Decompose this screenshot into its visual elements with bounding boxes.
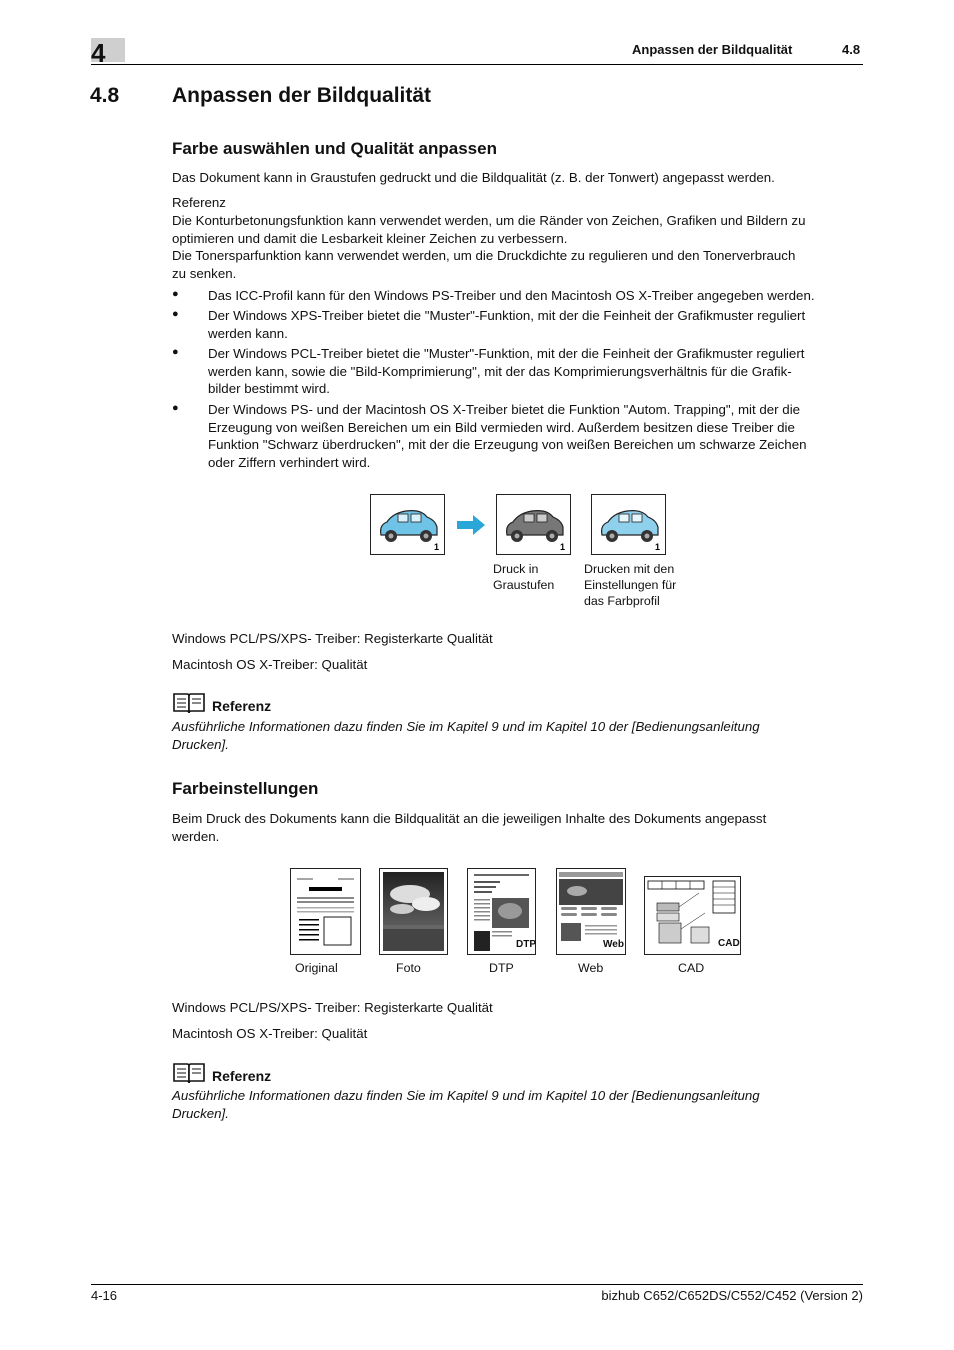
bullet-line: bilder bestimmt wird. [208,381,330,396]
intro-line: werden. [172,828,220,844]
reference-line: Ausführliche Informationen dazu finden Sie im Kapitel 9 und im Kapitel 10 der [Bedienungsanleitung [172,1088,760,1103]
chapter-number: 4 [91,38,106,68]
bullet-icon: ● [172,308,179,320]
bullet-line: Funktion "Schwarz überdrucken", mit der die Erzeugung von weißen Bereichen um schwarze Zeichen [208,437,807,452]
bullet-line: oder Ziffern verhindert wird. [208,454,371,470]
car-badge: 1 [434,542,440,552]
bullet-line: werden kann, sowie die "Bild-Komprimierung", mit der das Komprimierungsverhältnis für die Grafik- [208,363,792,379]
bullet-line: Erzeugung von weißen Bereichen um ein Bild vermieden wird. Außerdem besitzen diese Treiber die [208,419,795,435]
car-colorprofile-image [591,494,666,555]
cad-tag: CAD [718,938,740,949]
bullet-line: Der Windows PCL-Treiber bietet die "Muster"-Funktion, mit der die Feinheit der Grafikmuster reguliert [208,346,805,361]
header-rule [91,64,863,65]
reference-line: Drucken]. [172,736,229,752]
caption-line: Graustufen [493,578,555,592]
reference-text [172,718,864,753]
original-doc-image [290,868,361,955]
car-original-image [370,494,445,555]
bullet-item [208,307,864,342]
mode-label-dtp: DTP [489,961,514,975]
bullet-item [208,345,864,398]
ref-line: Die Konturbetonungsfunktion kann verwendet werden, um die Ränder von Zeichen, Grafiken und Bildern zu [172,213,806,228]
ref-line: Die Tonersparfunktion kann verwendet werden, um die Druckdichte zu regulieren und den Tonerverbrauch [172,248,796,263]
driver-mac-text: Macintosh OS X-Treiber: Qualität [172,657,368,672]
intro-line: Beim Druck des Dokuments kann die Bildqualität an die jeweiligen Inhalte des Dokuments angepasst [172,811,767,826]
photo-doc-image [379,868,448,955]
page-number: 4-16 [91,1288,118,1303]
ref-line: zu senken. [172,265,237,281]
intro-text: Das Dokument kann in Graustufen gedruckt und die Bildqualität (z. B. der Tonwert) angepasst werden. [172,170,775,185]
bullet-line: werden kann. [208,325,288,341]
ref-paragraph [172,212,864,282]
reference-label: Referenz [212,698,272,714]
caption-line: Drucken mit den [584,562,675,576]
bullet-line: Das ICC-Profil kann für den Windows PS-Treiber und den Macintosh OS X-Treiber angegeben werden. [208,288,815,303]
caption-line: Druck in [493,562,539,576]
driver-mac-text-2: Macintosh OS X-Treiber: Qualität [172,1026,368,1041]
product-name: bizhub C652/C652DS/C552/C452 (Version 2) [601,1288,863,1303]
page-title: Anpassen der Bildqualität [172,84,432,107]
mode-label-original: Original [295,961,338,975]
section2-intro [172,810,864,845]
book-icon [172,1061,206,1090]
bullet-item [208,401,864,471]
reference-line: Drucken]. [172,1105,229,1121]
car-grayscale-image [496,494,571,555]
dtp-tag: DTP [516,939,536,950]
cad-doc-image [644,876,741,955]
bullet-icon: ● [172,346,179,358]
car-badge: 1 [655,542,661,552]
mode-label-cad: CAD [678,961,705,975]
book-icon [172,691,206,720]
reference-label-2: Referenz [212,1068,272,1084]
footer-rule [91,1284,863,1285]
caption-line: das Farbprofil [584,594,660,608]
reference-line: Ausführliche Informationen dazu finden Sie im Kapitel 9 und im Kapitel 10 der [Bedienungsanleitung [172,719,760,734]
web-doc-image [556,868,626,955]
subsection-title-colorsettings: Farbeinstellungen [172,779,319,798]
caption-line: Einstellungen für [584,578,677,592]
dtp-doc-image [467,868,536,955]
arrow-right-icon [455,514,487,541]
caption-grayscale [493,561,554,593]
ref-line: optimieren und damit die Lesbarkeit kleiner Zeichen zu verbessern. [172,230,568,246]
reference-text-2 [172,1087,864,1122]
driver-windows-text-2: Windows PCL/PS/XPS- Treiber: Registerkarte Qualität [172,1000,493,1015]
bullet-icon: ● [172,288,179,300]
header-section: 4.8 [842,42,861,57]
mode-label-photo: Foto [396,961,421,975]
car-badge: 1 [560,542,566,552]
bullet-line: Der Windows XPS-Treiber bietet die "Muster"-Funktion, mit der die Feinheit der Grafikmuster reguliert [208,308,806,323]
driver-windows-text: Windows PCL/PS/XPS- Treiber: Registerkarte Qualität [172,631,493,646]
subsection-title-color: Farbe auswählen und Qualität anpassen [172,139,497,158]
mode-label-web: Web [578,961,604,975]
header-title: Anpassen der Bildqualität [632,42,793,57]
bullet-item [208,287,864,305]
web-tag: Web [603,939,624,950]
section-number: 4.8 [90,84,120,107]
ref-label: Referenz [172,195,226,210]
bullet-icon: ● [172,402,179,414]
bullet-line: Der Windows PS- und der Macintosh OS X-Treiber bietet die Funktion "Autom. Trapping", mit der die [208,402,801,417]
caption-colorprofile [584,561,676,609]
